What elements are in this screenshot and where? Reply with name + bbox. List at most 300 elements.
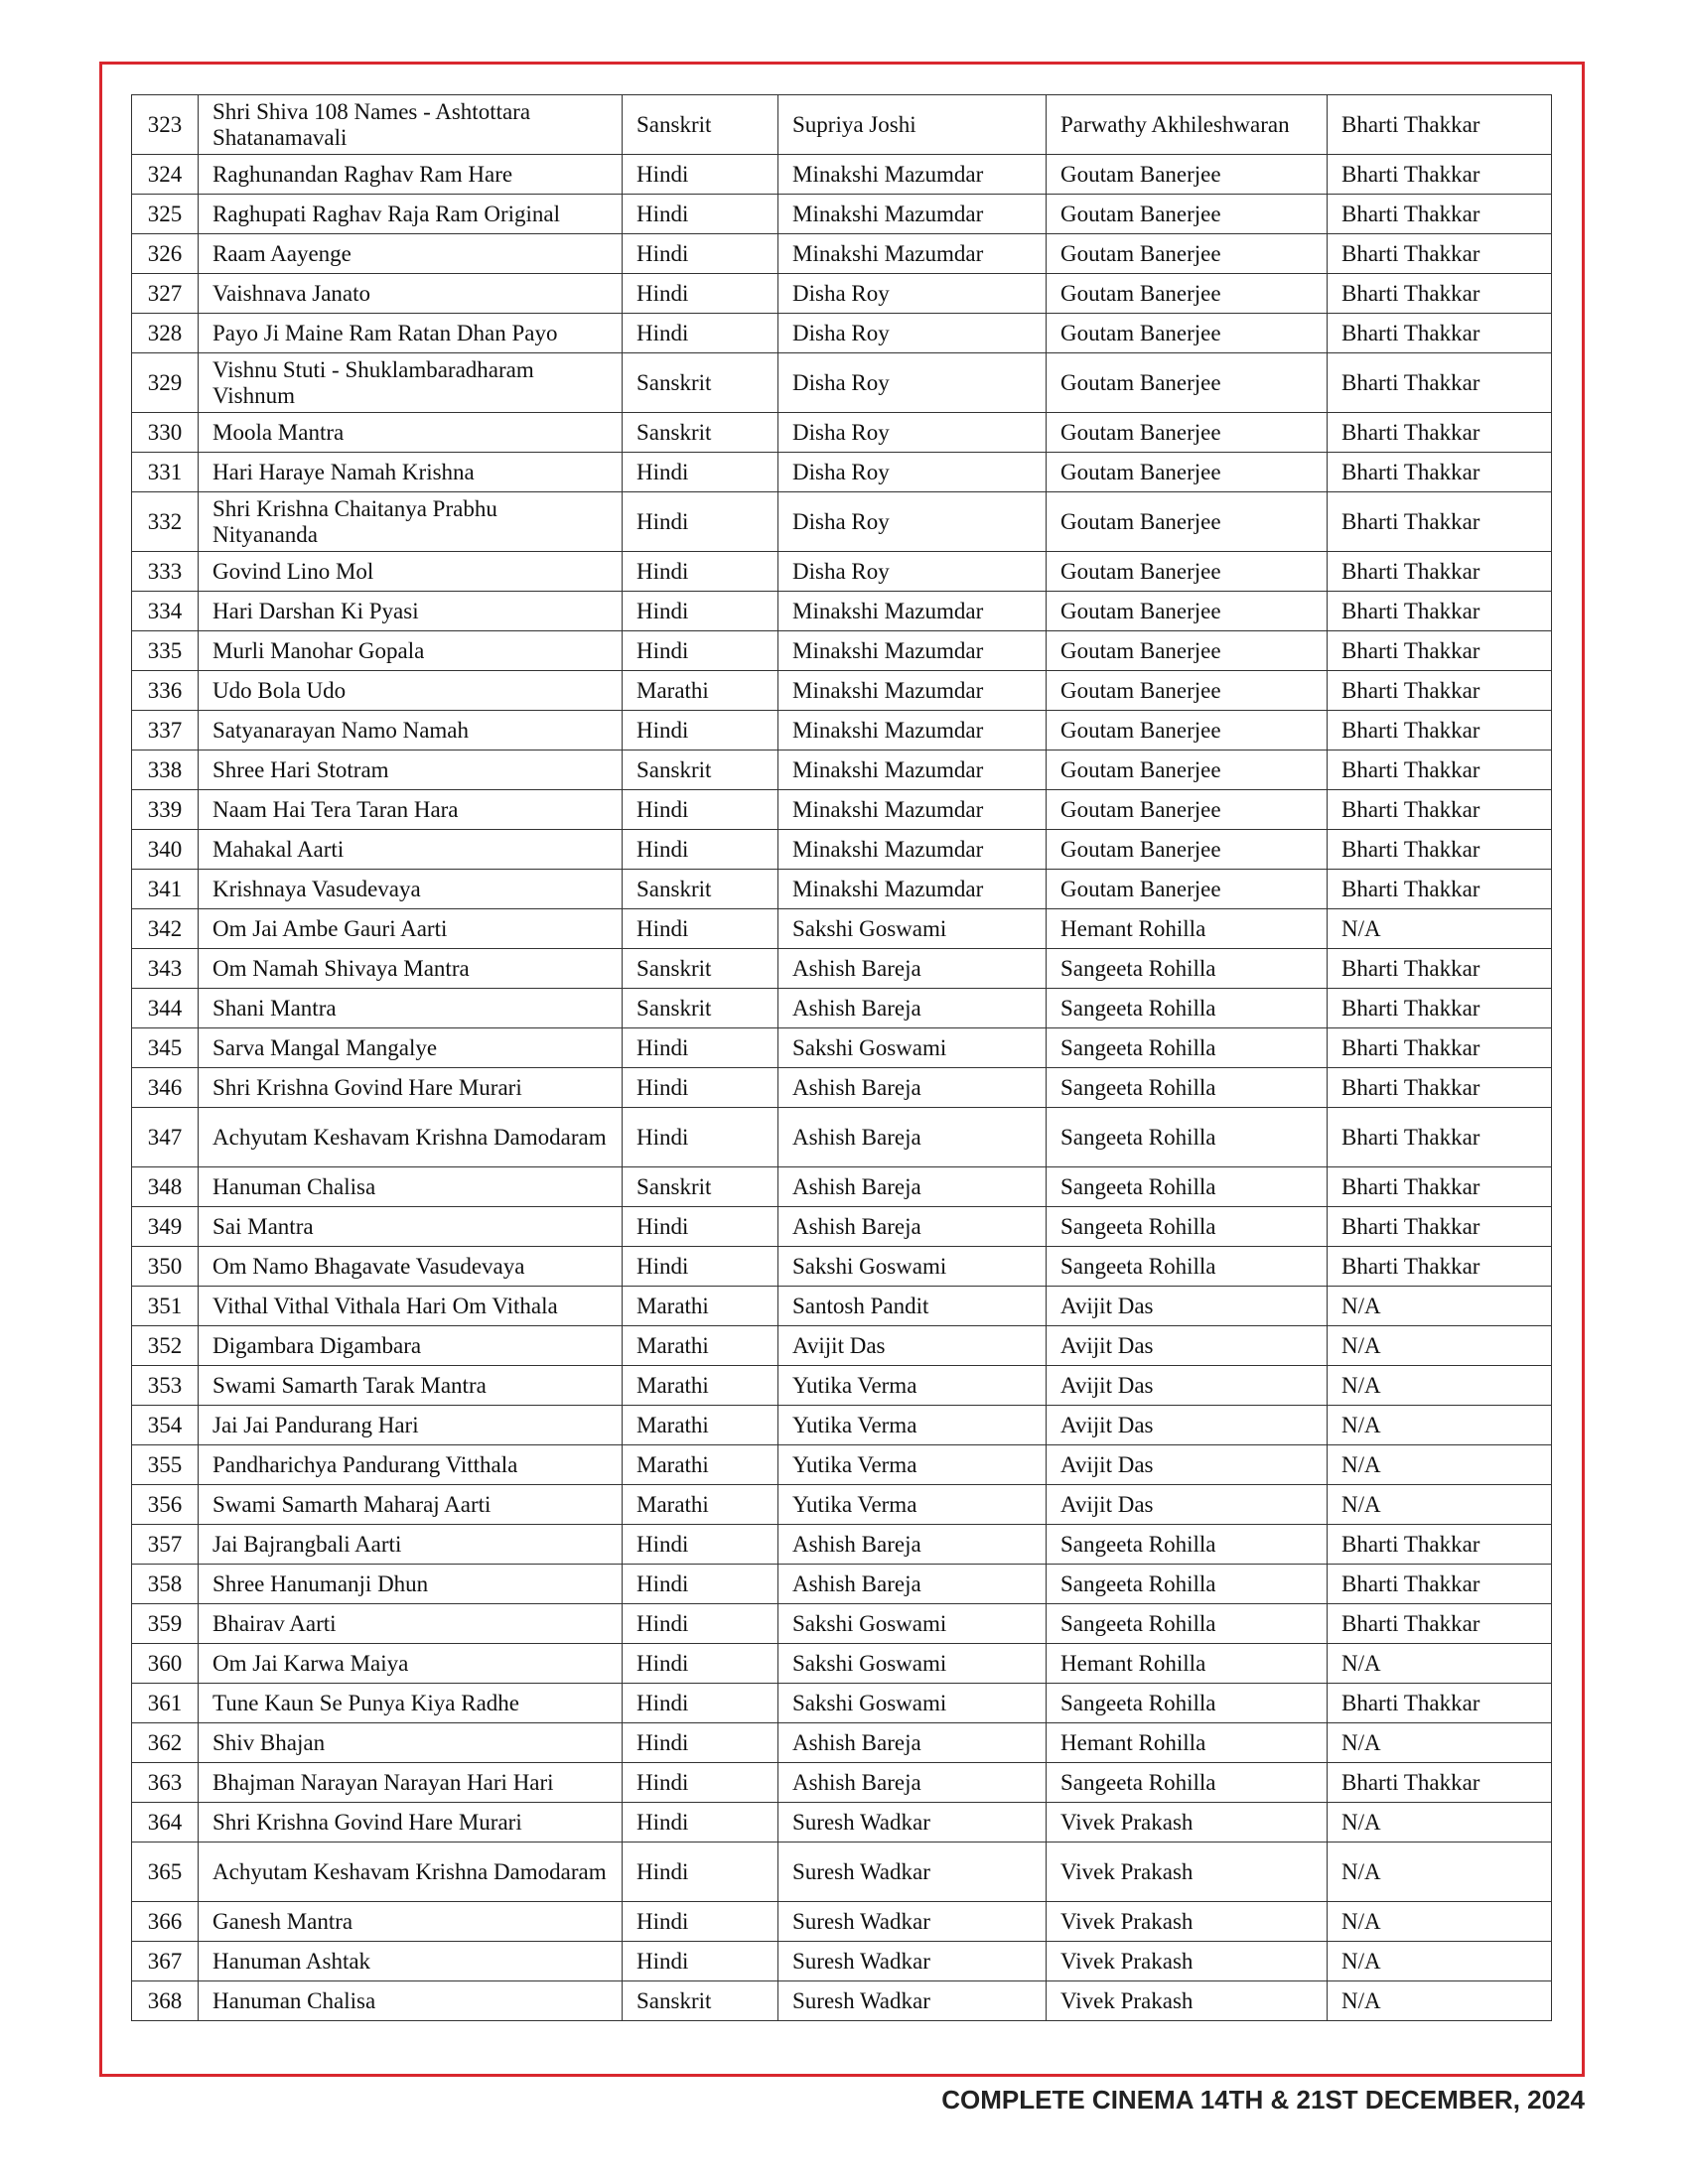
singer-cell: Suresh Wadkar <box>778 1902 1047 1942</box>
language-cell: Hindi <box>623 631 778 671</box>
song-title-cell: Swami Samarth Tarak Mantra <box>199 1366 623 1406</box>
language-cell: Marathi <box>623 1326 778 1366</box>
song-title-cell: Shri Krishna Govind Hare Murari <box>199 1803 623 1843</box>
lyricist-cell: Bharti Thakkar <box>1328 552 1552 592</box>
language-cell: Hindi <box>623 1723 778 1763</box>
music-director-cell: Avijit Das <box>1047 1485 1328 1525</box>
table-row <box>132 1287 1552 1326</box>
song-title-cell: Udo Bola Udo <box>199 671 623 711</box>
serial-number-cell: 339 <box>132 790 199 830</box>
lyricist-cell: Bharti Thakkar <box>1328 631 1552 671</box>
table-row <box>132 870 1552 909</box>
song-title-cell: Tune Kaun Se Punya Kiya Radhe <box>199 1684 623 1723</box>
table-row <box>132 314 1552 353</box>
table-row <box>132 1406 1552 1445</box>
serial-number-cell: 348 <box>132 1167 199 1207</box>
lyricist-cell: Bharti Thakkar <box>1328 790 1552 830</box>
singer-cell: Minakshi Mazumdar <box>778 751 1047 790</box>
song-title-cell: Vithal Vithal Vithala Hari Om Vithala <box>199 1287 623 1326</box>
singer-cell: Suresh Wadkar <box>778 1803 1047 1843</box>
language-cell: Sanskrit <box>623 353 778 413</box>
lyricist-cell: Bharti Thakkar <box>1328 1247 1552 1287</box>
singer-cell: Sakshi Goswami <box>778 1684 1047 1723</box>
song-title-cell: Hari Haraye Namah Krishna <box>199 453 623 492</box>
song-table <box>131 94 1552 2021</box>
singer-cell: Yutika Verma <box>778 1406 1047 1445</box>
table-row <box>132 1565 1552 1604</box>
language-cell: Sanskrit <box>623 989 778 1028</box>
music-director-cell: Sangeeta Rohilla <box>1047 1167 1328 1207</box>
music-director-cell: Parwathy Akhileshwaran <box>1047 95 1328 155</box>
table-row <box>132 95 1552 155</box>
singer-cell: Supriya Joshi <box>778 95 1047 155</box>
lyricist-cell: N/A <box>1328 1485 1552 1525</box>
music-director-cell: Goutam Banerjee <box>1047 631 1328 671</box>
language-cell: Hindi <box>623 1108 778 1167</box>
song-title-cell: Bhairav Aarti <box>199 1604 623 1644</box>
serial-number-cell: 340 <box>132 830 199 870</box>
singer-cell: Sakshi Goswami <box>778 909 1047 949</box>
table-row <box>132 234 1552 274</box>
serial-number-cell: 337 <box>132 711 199 751</box>
lyricist-cell: Bharti Thakkar <box>1328 989 1552 1028</box>
table-row <box>132 1485 1552 1525</box>
lyricist-cell: Bharti Thakkar <box>1328 1604 1552 1644</box>
table-row <box>132 1525 1552 1565</box>
lyricist-cell: N/A <box>1328 1445 1552 1485</box>
table-row <box>132 453 1552 492</box>
music-director-cell: Sangeeta Rohilla <box>1047 1604 1328 1644</box>
music-director-cell: Hemant Rohilla <box>1047 1644 1328 1684</box>
singer-cell: Disha Roy <box>778 453 1047 492</box>
serial-number-cell: 331 <box>132 453 199 492</box>
music-director-cell: Vivek Prakash <box>1047 1803 1328 1843</box>
song-title-cell: Raghupati Raghav Raja Ram Original <box>199 195 623 234</box>
song-title-cell: Govind Lino Mol <box>199 552 623 592</box>
music-director-cell: Goutam Banerjee <box>1047 413 1328 453</box>
music-director-cell: Goutam Banerjee <box>1047 790 1328 830</box>
language-cell: Hindi <box>623 1247 778 1287</box>
language-cell: Hindi <box>623 492 778 552</box>
language-cell: Hindi <box>623 1684 778 1723</box>
music-director-cell: Goutam Banerjee <box>1047 552 1328 592</box>
serial-number-cell: 326 <box>132 234 199 274</box>
serial-number-cell: 361 <box>132 1684 199 1723</box>
serial-number-cell: 366 <box>132 1902 199 1942</box>
lyricist-cell: Bharti Thakkar <box>1328 870 1552 909</box>
music-director-cell: Sangeeta Rohilla <box>1047 1684 1328 1723</box>
serial-number-cell: 350 <box>132 1247 199 1287</box>
singer-cell: Disha Roy <box>778 314 1047 353</box>
singer-cell: Disha Roy <box>778 552 1047 592</box>
music-director-cell: Goutam Banerjee <box>1047 830 1328 870</box>
singer-cell: Ashish Bareja <box>778 1565 1047 1604</box>
lyricist-cell: Bharti Thakkar <box>1328 1167 1552 1207</box>
song-title-cell: Vaishnava Janato <box>199 274 623 314</box>
singer-cell: Minakshi Mazumdar <box>778 830 1047 870</box>
table-row <box>132 631 1552 671</box>
serial-number-cell: 327 <box>132 274 199 314</box>
serial-number-cell: 334 <box>132 592 199 631</box>
music-director-cell: Sangeeta Rohilla <box>1047 1028 1328 1068</box>
table-row <box>132 671 1552 711</box>
singer-cell: Ashish Bareja <box>778 1723 1047 1763</box>
lyricist-cell: N/A <box>1328 1902 1552 1942</box>
singer-cell: Minakshi Mazumdar <box>778 155 1047 195</box>
language-cell: Hindi <box>623 1525 778 1565</box>
lyricist-cell: N/A <box>1328 1843 1552 1902</box>
song-title-cell: Moola Mantra <box>199 413 623 453</box>
serial-number-cell: 358 <box>132 1565 199 1604</box>
table-row <box>132 751 1552 790</box>
lyricist-cell: Bharti Thakkar <box>1328 453 1552 492</box>
music-director-cell: Sangeeta Rohilla <box>1047 1763 1328 1803</box>
singer-cell: Minakshi Mazumdar <box>778 870 1047 909</box>
singer-cell: Ashish Bareja <box>778 949 1047 989</box>
language-cell: Hindi <box>623 274 778 314</box>
serial-number-cell: 335 <box>132 631 199 671</box>
serial-number-cell: 338 <box>132 751 199 790</box>
language-cell: Hindi <box>623 314 778 353</box>
serial-number-cell: 336 <box>132 671 199 711</box>
song-title-cell: Sai Mantra <box>199 1207 623 1247</box>
music-director-cell: Goutam Banerjee <box>1047 492 1328 552</box>
song-title-cell: Swami Samarth Maharaj Aarti <box>199 1485 623 1525</box>
music-director-cell: Avijit Das <box>1047 1406 1328 1445</box>
song-title-cell: Naam Hai Tera Taran Hara <box>199 790 623 830</box>
table-row <box>132 1326 1552 1366</box>
music-director-cell: Avijit Das <box>1047 1287 1328 1326</box>
language-cell: Sanskrit <box>623 413 778 453</box>
music-director-cell: Goutam Banerjee <box>1047 155 1328 195</box>
singer-cell: Sakshi Goswami <box>778 1604 1047 1644</box>
serial-number-cell: 328 <box>132 314 199 353</box>
lyricist-cell: N/A <box>1328 1366 1552 1406</box>
lyricist-cell: Bharti Thakkar <box>1328 1028 1552 1068</box>
song-title-cell: Achyutam Keshavam Krishna Damodaram <box>199 1843 623 1902</box>
song-title-cell: Shree Hanumanji Dhun <box>199 1565 623 1604</box>
language-cell: Marathi <box>623 1287 778 1326</box>
lyricist-cell: Bharti Thakkar <box>1328 274 1552 314</box>
music-director-cell: Goutam Banerjee <box>1047 353 1328 413</box>
table-row <box>132 1763 1552 1803</box>
language-cell: Hindi <box>623 155 778 195</box>
song-title-cell: Shiv Bhajan <box>199 1723 623 1763</box>
singer-cell: Minakshi Mazumdar <box>778 592 1047 631</box>
serial-number-cell: 359 <box>132 1604 199 1644</box>
table-row <box>132 909 1552 949</box>
serial-number-cell: 352 <box>132 1326 199 1366</box>
singer-cell: Yutika Verma <box>778 1445 1047 1485</box>
music-director-cell: Sangeeta Rohilla <box>1047 1247 1328 1287</box>
music-director-cell: Goutam Banerjee <box>1047 234 1328 274</box>
lyricist-cell: N/A <box>1328 1942 1552 1981</box>
language-cell: Hindi <box>623 1565 778 1604</box>
singer-cell: Ashish Bareja <box>778 1108 1047 1167</box>
music-director-cell: Goutam Banerjee <box>1047 314 1328 353</box>
music-director-cell: Vivek Prakash <box>1047 1843 1328 1902</box>
singer-cell: Sakshi Goswami <box>778 1644 1047 1684</box>
singer-cell: Minakshi Mazumdar <box>778 195 1047 234</box>
singer-cell: Disha Roy <box>778 413 1047 453</box>
serial-number-cell: 344 <box>132 989 199 1028</box>
music-director-cell: Sangeeta Rohilla <box>1047 1108 1328 1167</box>
singer-cell: Minakshi Mazumdar <box>778 711 1047 751</box>
lyricist-cell: Bharti Thakkar <box>1328 592 1552 631</box>
serial-number-cell: 343 <box>132 949 199 989</box>
language-cell: Sanskrit <box>623 95 778 155</box>
singer-cell: Minakshi Mazumdar <box>778 671 1047 711</box>
lyricist-cell: N/A <box>1328 1803 1552 1843</box>
table-row <box>132 1604 1552 1644</box>
language-cell: Hindi <box>623 830 778 870</box>
serial-number-cell: 364 <box>132 1803 199 1843</box>
lyricist-cell: Bharti Thakkar <box>1328 492 1552 552</box>
singer-cell: Minakshi Mazumdar <box>778 790 1047 830</box>
language-cell: Marathi <box>623 1485 778 1525</box>
lyricist-cell: Bharti Thakkar <box>1328 1684 1552 1723</box>
language-cell: Hindi <box>623 552 778 592</box>
serial-number-cell: 346 <box>132 1068 199 1108</box>
language-cell: Marathi <box>623 1445 778 1485</box>
singer-cell: Yutika Verma <box>778 1366 1047 1406</box>
language-cell: Hindi <box>623 234 778 274</box>
music-director-cell: Sangeeta Rohilla <box>1047 1525 1328 1565</box>
language-cell: Hindi <box>623 1028 778 1068</box>
song-title-cell: Satyanarayan Namo Namah <box>199 711 623 751</box>
singer-cell: Sakshi Goswami <box>778 1028 1047 1068</box>
music-director-cell: Goutam Banerjee <box>1047 671 1328 711</box>
song-title-cell: Om Namo Bhagavate Vasudevaya <box>199 1247 623 1287</box>
music-director-cell: Goutam Banerjee <box>1047 870 1328 909</box>
song-title-cell: Jai Bajrangbali Aarti <box>199 1525 623 1565</box>
music-director-cell: Sangeeta Rohilla <box>1047 949 1328 989</box>
serial-number-cell: 368 <box>132 1981 199 2021</box>
table-row <box>132 711 1552 751</box>
song-title-cell: Pandharichya Pandurang Vitthala <box>199 1445 623 1485</box>
lyricist-cell: Bharti Thakkar <box>1328 1525 1552 1565</box>
table-row <box>132 155 1552 195</box>
music-director-cell: Sangeeta Rohilla <box>1047 1068 1328 1108</box>
music-director-cell: Vivek Prakash <box>1047 1942 1328 1981</box>
lyricist-cell: Bharti Thakkar <box>1328 95 1552 155</box>
language-cell: Hindi <box>623 1068 778 1108</box>
song-title-cell: Jai Jai Pandurang Hari <box>199 1406 623 1445</box>
table-row <box>132 592 1552 631</box>
table-row <box>132 1108 1552 1167</box>
lyricist-cell: N/A <box>1328 1644 1552 1684</box>
song-title-cell: Achyutam Keshavam Krishna Damodaram <box>199 1108 623 1167</box>
table-row <box>132 949 1552 989</box>
table-row <box>132 989 1552 1028</box>
table-row <box>132 413 1552 453</box>
lyricist-cell: Bharti Thakkar <box>1328 413 1552 453</box>
singer-cell: Suresh Wadkar <box>778 1981 1047 2021</box>
music-director-cell: Hemant Rohilla <box>1047 909 1328 949</box>
music-director-cell: Goutam Banerjee <box>1047 195 1328 234</box>
singer-cell: Ashish Bareja <box>778 1525 1047 1565</box>
serial-number-cell: 342 <box>132 909 199 949</box>
song-title-cell: Om Jai Ambe Gauri Aarti <box>199 909 623 949</box>
table-row <box>132 1644 1552 1684</box>
language-cell: Hindi <box>623 1803 778 1843</box>
serial-number-cell: 355 <box>132 1445 199 1485</box>
music-director-cell: Goutam Banerjee <box>1047 592 1328 631</box>
lyricist-cell: Bharti Thakkar <box>1328 1763 1552 1803</box>
lyricist-cell: Bharti Thakkar <box>1328 234 1552 274</box>
song-title-cell: Shani Mantra <box>199 989 623 1028</box>
music-director-cell: Sangeeta Rohilla <box>1047 989 1328 1028</box>
serial-number-cell: 325 <box>132 195 199 234</box>
song-title-cell: Hanuman Chalisa <box>199 1167 623 1207</box>
table-row <box>132 1028 1552 1068</box>
language-cell: Hindi <box>623 453 778 492</box>
language-cell: Hindi <box>623 1207 778 1247</box>
singer-cell: Suresh Wadkar <box>778 1942 1047 1981</box>
serial-number-cell: 357 <box>132 1525 199 1565</box>
singer-cell: Suresh Wadkar <box>778 1843 1047 1902</box>
music-director-cell: Sangeeta Rohilla <box>1047 1565 1328 1604</box>
table-row <box>132 1981 1552 2021</box>
song-title-cell: Payo Ji Maine Ram Ratan Dhan Payo <box>199 314 623 353</box>
language-cell: Marathi <box>623 671 778 711</box>
publication-footer: COMPLETE CINEMA 14TH & 21ST DECEMBER, 2024 <box>941 2085 1585 2115</box>
song-title-cell: Raam Aayenge <box>199 234 623 274</box>
language-cell: Sanskrit <box>623 1981 778 2021</box>
singer-cell: Ashish Bareja <box>778 1207 1047 1247</box>
singer-cell: Disha Roy <box>778 492 1047 552</box>
table-row <box>132 1247 1552 1287</box>
language-cell: Hindi <box>623 1604 778 1644</box>
music-director-cell: Goutam Banerjee <box>1047 274 1328 314</box>
singer-cell: Minakshi Mazumdar <box>778 234 1047 274</box>
serial-number-cell: 353 <box>132 1366 199 1406</box>
singer-cell: Ashish Bareja <box>778 989 1047 1028</box>
song-table-body <box>132 95 1552 2021</box>
lyricist-cell: Bharti Thakkar <box>1328 1565 1552 1604</box>
table-row <box>132 830 1552 870</box>
lyricist-cell: N/A <box>1328 1287 1552 1326</box>
serial-number-cell: 351 <box>132 1287 199 1326</box>
music-director-cell: Goutam Banerjee <box>1047 751 1328 790</box>
serial-number-cell: 330 <box>132 413 199 453</box>
serial-number-cell: 333 <box>132 552 199 592</box>
lyricist-cell: Bharti Thakkar <box>1328 671 1552 711</box>
singer-cell: Ashish Bareja <box>778 1068 1047 1108</box>
language-cell: Sanskrit <box>623 949 778 989</box>
song-title-cell: Hari Darshan Ki Pyasi <box>199 592 623 631</box>
table-row <box>132 1167 1552 1207</box>
lyricist-cell: Bharti Thakkar <box>1328 1108 1552 1167</box>
serial-number-cell: 332 <box>132 492 199 552</box>
lyricist-cell: Bharti Thakkar <box>1328 949 1552 989</box>
music-director-cell: Vivek Prakash <box>1047 1981 1328 2021</box>
music-director-cell: Goutam Banerjee <box>1047 453 1328 492</box>
language-cell: Hindi <box>623 1644 778 1684</box>
lyricist-cell: Bharti Thakkar <box>1328 1207 1552 1247</box>
table-row <box>132 1902 1552 1942</box>
serial-number-cell: 347 <box>132 1108 199 1167</box>
song-title-cell: Hanuman Chalisa <box>199 1981 623 2021</box>
table-row <box>132 1843 1552 1902</box>
lyricist-cell: N/A <box>1328 1981 1552 2021</box>
music-director-cell: Sangeeta Rohilla <box>1047 1207 1328 1247</box>
table-row <box>132 1942 1552 1981</box>
lyricist-cell: Bharti Thakkar <box>1328 751 1552 790</box>
song-title-cell: Shri Krishna Chaitanya Prabhu Nityananda <box>199 492 623 552</box>
music-director-cell: Goutam Banerjee <box>1047 711 1328 751</box>
song-title-cell: Mahakal Aarti <box>199 830 623 870</box>
table-row <box>132 790 1552 830</box>
language-cell: Hindi <box>623 711 778 751</box>
song-title-cell: Om Jai Karwa Maiya <box>199 1644 623 1684</box>
serial-number-cell: 363 <box>132 1763 199 1803</box>
music-director-cell: Avijit Das <box>1047 1366 1328 1406</box>
song-title-cell: Krishnaya Vasudevaya <box>199 870 623 909</box>
serial-number-cell: 367 <box>132 1942 199 1981</box>
serial-number-cell: 360 <box>132 1644 199 1684</box>
table-row <box>132 1445 1552 1485</box>
music-director-cell: Hemant Rohilla <box>1047 1723 1328 1763</box>
singer-cell: Santosh Pandit <box>778 1287 1047 1326</box>
table-row <box>132 1684 1552 1723</box>
serial-number-cell: 324 <box>132 155 199 195</box>
language-cell: Sanskrit <box>623 870 778 909</box>
song-title-cell: Shri Krishna Govind Hare Murari <box>199 1068 623 1108</box>
song-title-cell: Om Namah Shivaya Mantra <box>199 949 623 989</box>
table-row <box>132 1207 1552 1247</box>
language-cell: Sanskrit <box>623 751 778 790</box>
singer-cell: Ashish Bareja <box>778 1167 1047 1207</box>
singer-cell: Yutika Verma <box>778 1485 1047 1525</box>
singer-cell: Disha Roy <box>778 353 1047 413</box>
lyricist-cell: Bharti Thakkar <box>1328 353 1552 413</box>
table-row <box>132 353 1552 413</box>
table-row <box>132 1068 1552 1108</box>
song-title-cell: Sarva Mangal Mangalye <box>199 1028 623 1068</box>
song-title-cell: Hanuman Ashtak <box>199 1942 623 1981</box>
music-director-cell: Avijit Das <box>1047 1326 1328 1366</box>
serial-number-cell: 341 <box>132 870 199 909</box>
song-title-cell: Digambara Digambara <box>199 1326 623 1366</box>
serial-number-cell: 354 <box>132 1406 199 1445</box>
song-title-cell: Shree Hari Stotram <box>199 751 623 790</box>
table-row <box>132 1366 1552 1406</box>
language-cell: Marathi <box>623 1366 778 1406</box>
language-cell: Hindi <box>623 1942 778 1981</box>
language-cell: Hindi <box>623 1902 778 1942</box>
table-row <box>132 1803 1552 1843</box>
song-title-cell: Vishnu Stuti - Shuklambaradharam Vishnum <box>199 353 623 413</box>
lyricist-cell: Bharti Thakkar <box>1328 711 1552 751</box>
table-row <box>132 552 1552 592</box>
table-row <box>132 1723 1552 1763</box>
singer-cell: Sakshi Goswami <box>778 1247 1047 1287</box>
language-cell: Hindi <box>623 790 778 830</box>
serial-number-cell: 345 <box>132 1028 199 1068</box>
serial-number-cell: 329 <box>132 353 199 413</box>
serial-number-cell: 356 <box>132 1485 199 1525</box>
serial-number-cell: 362 <box>132 1723 199 1763</box>
serial-number-cell: 349 <box>132 1207 199 1247</box>
lyricist-cell: N/A <box>1328 1723 1552 1763</box>
song-title-cell: Murli Manohar Gopala <box>199 631 623 671</box>
serial-number-cell: 323 <box>132 95 199 155</box>
singer-cell: Avijit Das <box>778 1326 1047 1366</box>
song-title-cell: Raghunandan Raghav Ram Hare <box>199 155 623 195</box>
language-cell: Hindi <box>623 909 778 949</box>
language-cell: Hindi <box>623 1843 778 1902</box>
